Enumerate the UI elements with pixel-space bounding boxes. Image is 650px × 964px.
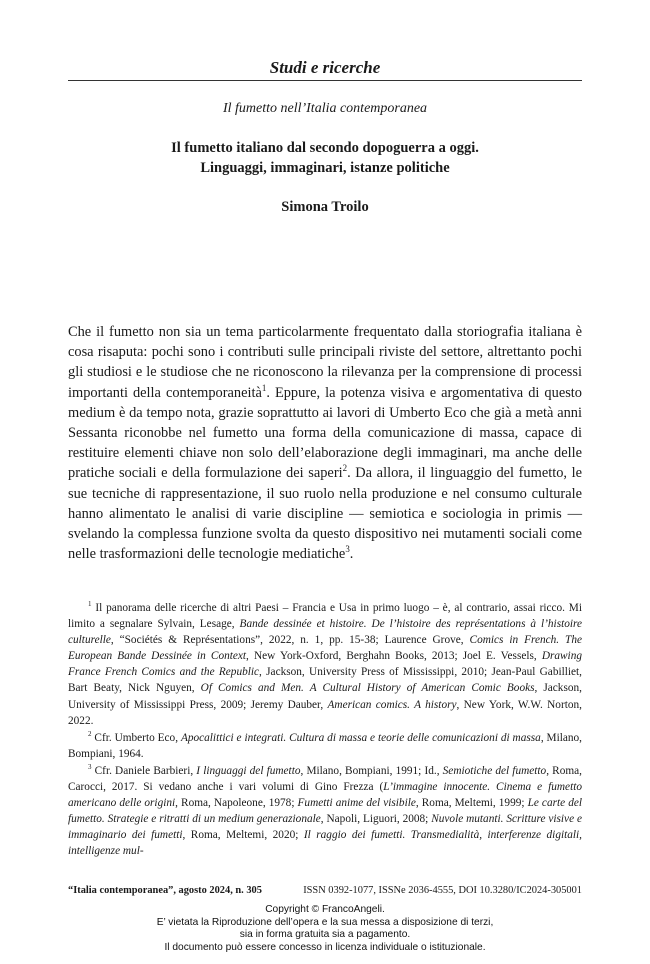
copyright-line: E’ vietata la Riproduzione dell’opera e la sua messa a disposizione di terzi, — [156, 916, 494, 928]
article-title-line1: Il fumetto italiano dal secondo dopoguerra a oggi. — [171, 140, 479, 156]
footnote-number: 3 — [88, 763, 92, 772]
copyright-notice — [0, 904, 650, 954]
text-run: , New York, W.W. Norton, 2022. — [68, 698, 582, 727]
copyright-line: Copyright © FrancoAngeli. — [265, 904, 385, 915]
footnote-1 — [68, 600, 582, 729]
text-run: Cfr. Umberto Eco, — [91, 731, 181, 744]
text-run: . — [349, 546, 354, 563]
footnote-ref-1[interactable]: 1 — [261, 382, 267, 393]
body-text — [68, 322, 582, 564]
text-run: , Napoli, Liguori, 2008; — [320, 813, 432, 826]
copyright-line: sia in forma gratuita sia a pagamento. — [239, 929, 411, 940]
text-run: , Roma, Carocci, 2017. Si vedano anche i vari volumi di Gino Frezza ( — [68, 764, 582, 794]
article-title-line2: Linguaggi, immaginari, istanze politiche — [200, 160, 450, 176]
text-run: , Roma, Meltemi, 1999; — [415, 797, 528, 810]
paragraph — [68, 322, 582, 564]
citation-title: Drawing France French Comics and the Republic — [68, 650, 582, 679]
journal-citation: “Italia contemporanea”, agosto 2024, n. 305 — [68, 885, 262, 896]
footnote-number: 2 — [88, 729, 92, 738]
citation-title: Il raggio dei fumetti. Transmedialità, interferenze digitali, intelligenze mul- — [68, 829, 582, 858]
text-run: . Da allora, il linguaggio del fumetto, le sue tecniche di rappresentazione, il suo ruolo nella produzione e nel consumo culturale hanno alimentato le analisi di varie discipline — semiotica e sociologia in primis — svelando la complessa funzione svolta da questo dispositivo nei mutamenti sociali come nelle trasformazioni delle tecnologie mediatiche — [68, 465, 582, 563]
text-run: , Jackson, University Press of Mississippi, 2010; Jean-Paul Gabilliet, Bart Beaty, Nick Nguyen, — [68, 666, 583, 695]
text-run: , New York-Oxford, Berghahn Books, 2013; Joel E. Vessels, — [246, 650, 542, 663]
citation-title: I linguaggi del fumetto — [196, 764, 301, 777]
text-run: Cfr. Daniele Barbieri, — [91, 764, 197, 777]
section-title: Il fumetto nell’Italia contemporanea — [222, 101, 428, 116]
copyright-line: Il documento può essere concesso in licenza individuale o istituzionale. — [164, 941, 486, 953]
footnotes — [68, 600, 582, 860]
header-rule — [68, 80, 582, 81]
text-run: . Eppure, la potenza visiva e argomentativa di questo medium è da tempo nota, grazie soprattutto ai lavori di Umberto Eco che già a metà anni Sessanta riconobbe nel fumetto una forma della comunicazione di massa, capace di restituire elementi chiave non solo dell’elaborazione degli immaginari, ma anche delle pratiche sociali e della formulazione dei saperi — [68, 384, 582, 482]
citation-title: Le carte del fumetto. Strategie e ritratti di un medium generazionale — [68, 797, 583, 826]
page-footer — [68, 885, 582, 896]
footnote-number: 1 — [88, 600, 92, 609]
text-run: , Jackson, University of Mississippi Press, 2009; Jeremy Dauber, — [68, 682, 582, 711]
citation-title: Of Comics and Men. A Cultural History of American Comic Books — [200, 682, 535, 695]
citation-title: American comics. A history — [327, 698, 457, 711]
text-run: Il panorama delle ricerche di altri Paesi – Francia e Usa in primo luogo – è, al contrario, assai ricco. Mi limito a segnalare Sylvain, Lesage, — [68, 602, 582, 631]
footnote-ref-2[interactable]: 2 — [342, 463, 348, 474]
text-run: , Milano, Bompiani, 1964. — [68, 731, 583, 760]
text-run: , Roma, Meltemi, 2020; — [182, 829, 304, 842]
issn-doi: ISSN 0392-1077, ISSNe 2036-4555, DOI 10.3280/IC2024-305001 — [303, 885, 582, 896]
text-run: , “Sociétés & Représentations”, 2022, n. 1, pp. 15-38; Laurence Grove, — [110, 634, 470, 647]
footnote-3 — [68, 763, 582, 860]
citation-title: Semiotiche del fumetto — [442, 764, 547, 777]
footnote-2 — [68, 730, 582, 762]
text-run: Che il fumetto non sia un tema particolarmente frequentato dalla storiografia italiana è cosa risaputa: pochi sono i contributi sulle principali riviste del settore, altrettanto pochi gli studiosi e le studiose che ne riconoscono la rilevanza per la comprensione di processi importanti della contemporaneità — [68, 324, 582, 401]
footnote-ref-3[interactable]: 3 — [345, 544, 350, 555]
author-name: Simona Troilo — [281, 199, 369, 215]
article-title — [68, 138, 582, 178]
citation-title: L’immagine innocente. Cinema e fumetto americano delle origini — [68, 781, 582, 810]
citation-title: Bande dessinée et histoire. De l’histoire des représentations à l’histoire culturelle — [68, 618, 583, 647]
citation-title: Nuvole mutanti. Scritture visive e immaginario dei fumetti — [68, 813, 582, 842]
citation-title: Apocalittici e integrati. Cultura di massa e teorie delle comunicazioni di massa — [180, 731, 541, 744]
running-head: Studi e ricerche — [269, 58, 381, 77]
citation-title: Comics in French. The European Bande Dessinée in Context — [68, 634, 582, 663]
text-run: , Roma, Napoleone, 1978; — [175, 797, 298, 810]
citation-title: Fumetti anime del visibile — [297, 797, 416, 810]
text-run: , Milano, Bompiani, 1991; Id., — [300, 764, 443, 777]
